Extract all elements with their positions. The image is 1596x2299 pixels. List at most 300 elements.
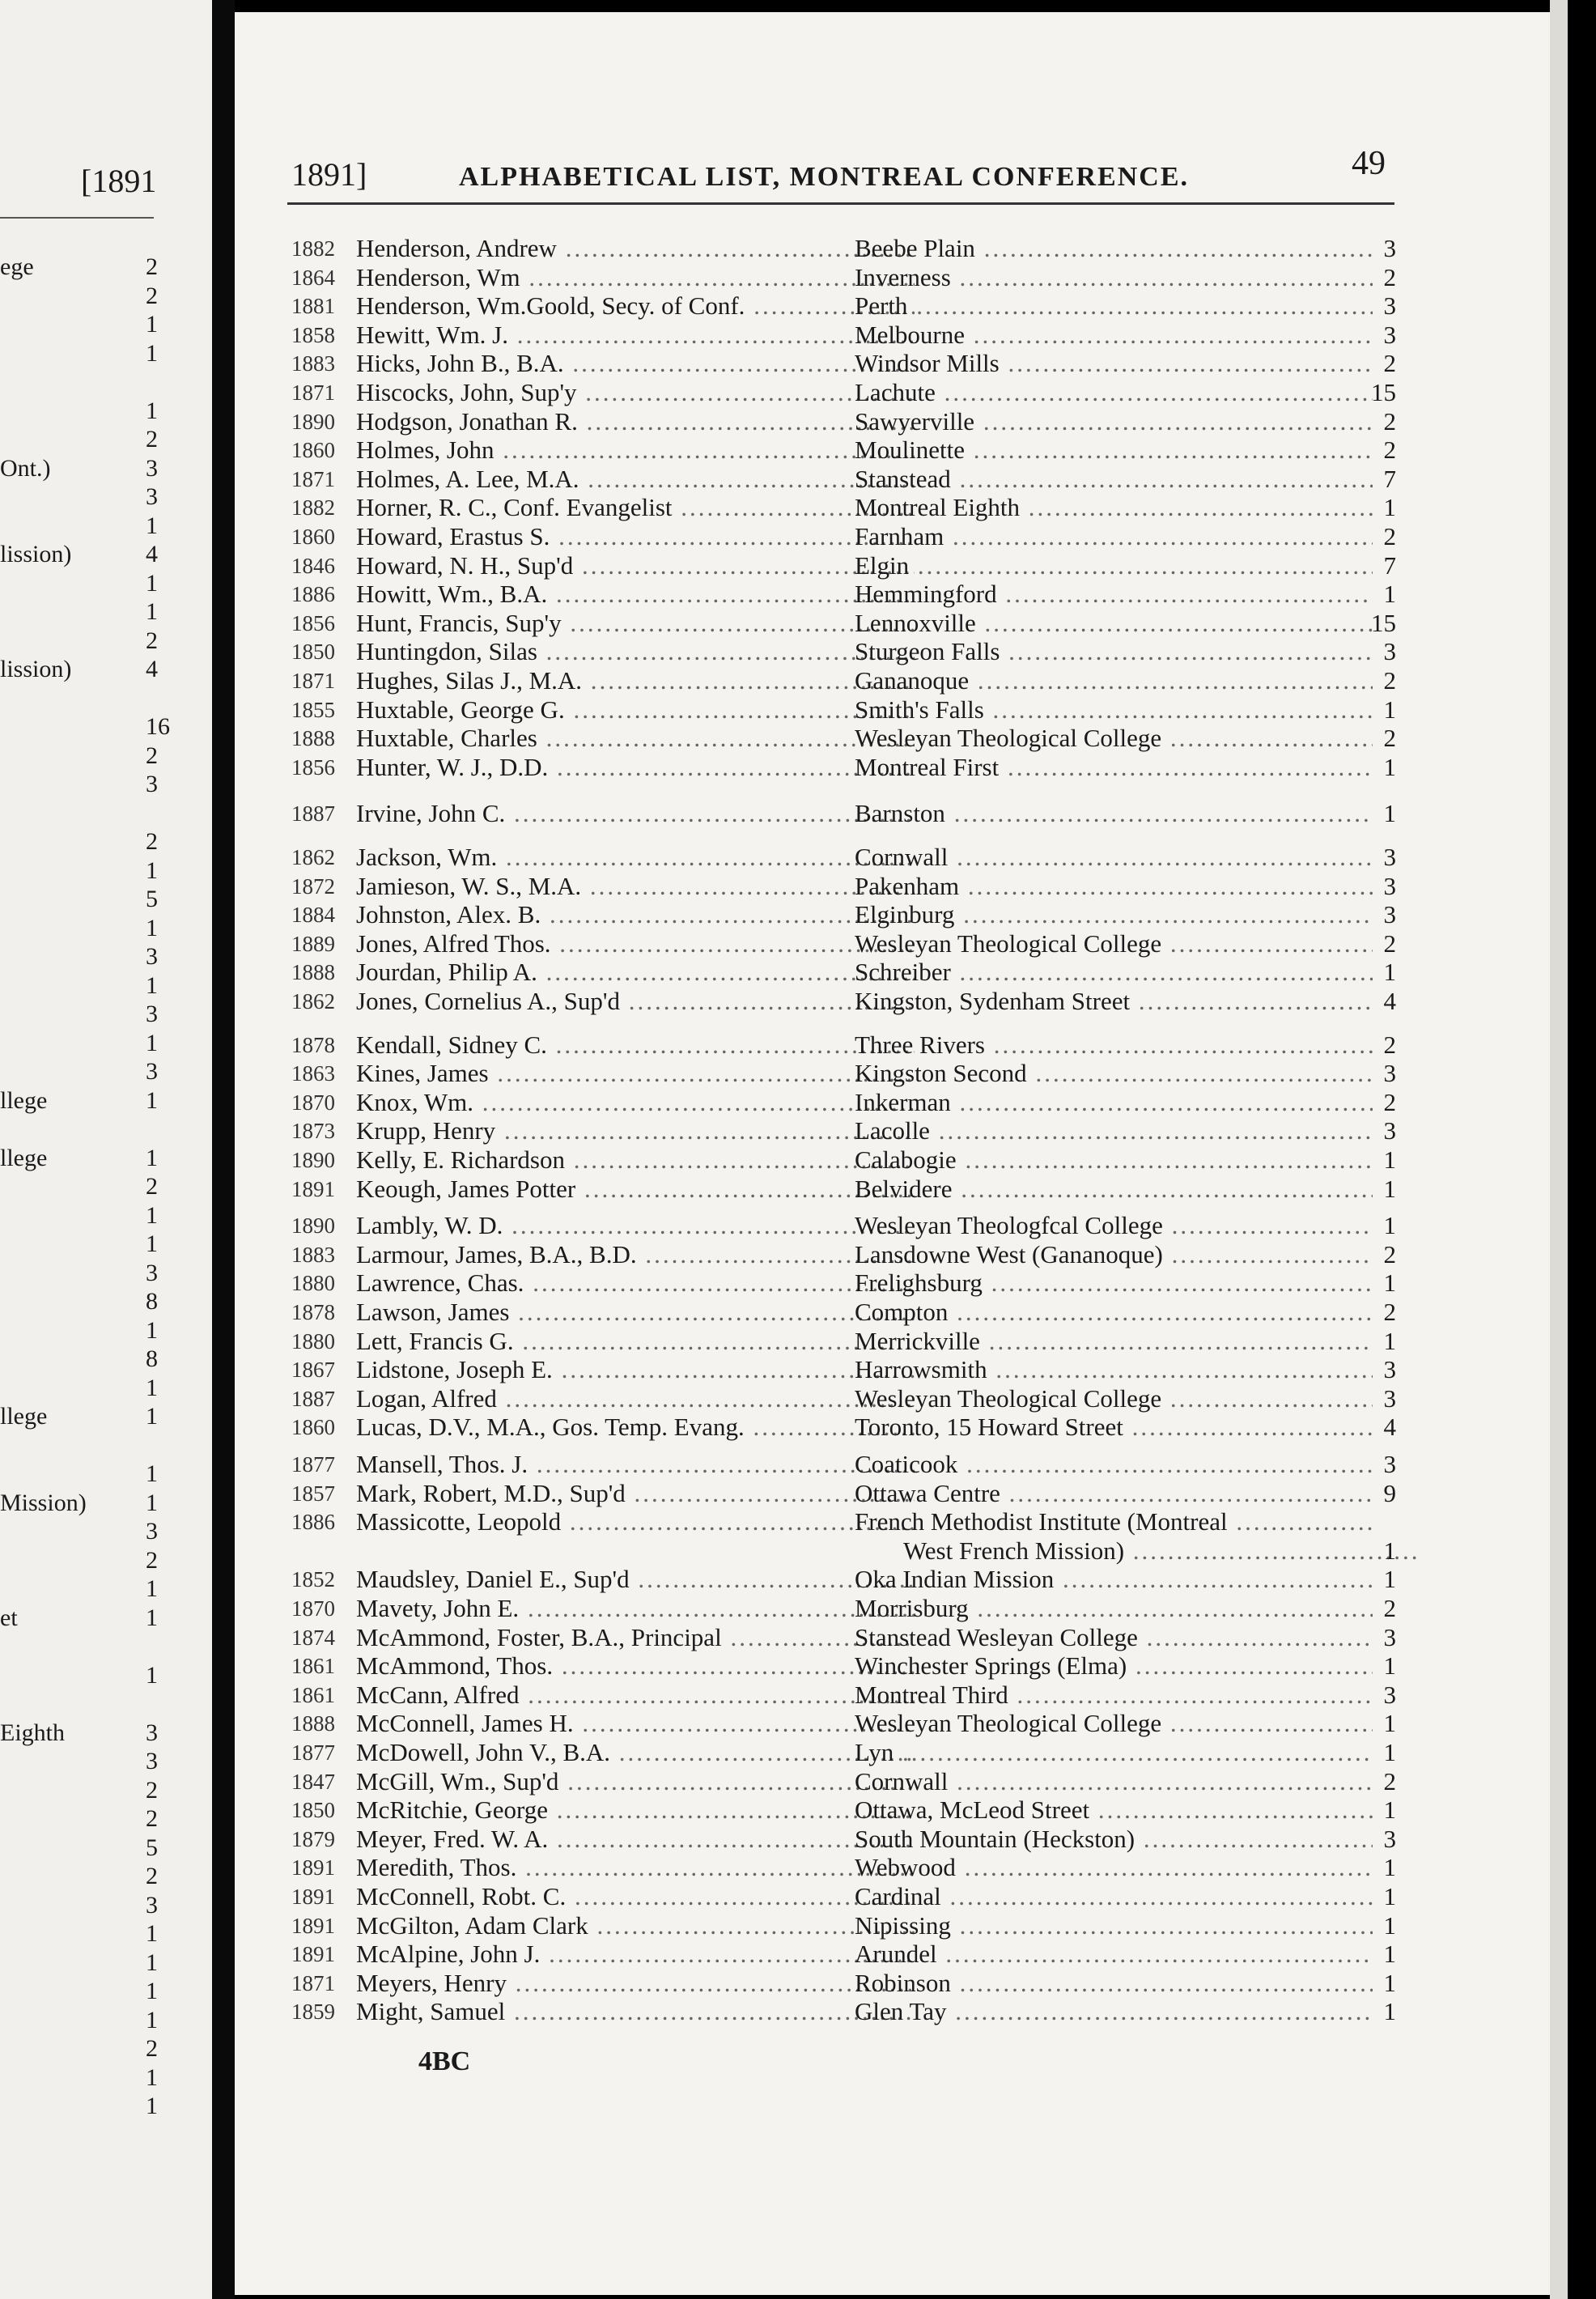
- left-page-rule: [0, 217, 154, 219]
- entry-name: Keough, James Potter .....: [356, 1175, 915, 1203]
- entry-station: Elgin .....: [855, 552, 1373, 580]
- left-page-row-count: 1: [146, 339, 158, 367]
- entry-row: [291, 1241, 1396, 1268]
- running-head-year: 1891]: [291, 156, 367, 193]
- entry-name: Lawrence, Chas. .....: [356, 1269, 915, 1297]
- entry-station: Sturgeon Falls .....: [855, 638, 1373, 665]
- left-page-row-count: 5: [146, 1834, 158, 1861]
- entry-station: Nipissing .....: [855, 1912, 1373, 1940]
- entry-years-count: 3: [1383, 1824, 1396, 1853]
- entry-name: Henderson, Wm.Goold, Secy. of Conf. .....: [356, 292, 915, 320]
- left-page-row: [0, 310, 162, 339]
- entry-station: Farnham .....: [855, 523, 1373, 550]
- entry-name: McDowell, John V., B.A. .....: [356, 1739, 915, 1766]
- entry-row: [291, 1031, 1396, 1059]
- entry-row: [291, 1480, 1396, 1507]
- entry-row: [291, 1595, 1396, 1622]
- entry-name: Mark, Robert, M.D., Sup'd .....: [356, 1480, 915, 1507]
- entry-station: Ottawa, McLeod Street .....: [855, 1796, 1373, 1824]
- left-page-row: [0, 1776, 162, 1805]
- left-page-row: [0, 1172, 162, 1201]
- left-page-row-count: 3: [146, 1518, 158, 1545]
- entry-years-count: 2: [1383, 522, 1396, 550]
- left-page-row-text: et: [0, 1604, 18, 1631]
- left-page-row: [0, 1977, 162, 2006]
- entry-station: Windsor Mills .....: [855, 350, 1373, 377]
- entry-name: Hiscocks, John, Sup'y .....: [356, 379, 915, 406]
- signature-mark: 4BC: [418, 2046, 471, 2076]
- entry-row: [291, 1681, 1396, 1709]
- entry-years-count: 7: [1383, 550, 1396, 580]
- entry-station: Wesleyan Theologfcal College .....: [855, 1212, 1373, 1239]
- entry-name: Kelly, E. Richardson .....: [356, 1146, 915, 1174]
- entry-name: Meyer, Fred. W. A. .....: [356, 1825, 915, 1853]
- entry-years-count: 1: [1383, 799, 1396, 828]
- entry-station: Melbourne .....: [855, 321, 1373, 349]
- left-page-row-count: 3: [146, 1719, 158, 1746]
- entry-station: Wesleyan Theological College .....: [855, 1385, 1373, 1413]
- entry-years-count: 15: [1371, 378, 1396, 406]
- entry-station: Merrickville .....: [855, 1328, 1373, 1355]
- left-page-row-count: 1: [146, 569, 158, 597]
- entry-years-count: 3: [1383, 1116, 1396, 1145]
- entry-row: [291, 1940, 1396, 1968]
- entry-years-count: 4: [1383, 987, 1396, 1015]
- left-page-row: [0, 655, 162, 684]
- entry-year: 1867: [291, 1358, 335, 1383]
- entry-name: Hunter, W. J., D.D. .....: [356, 754, 915, 781]
- entry-years-count: 1: [1383, 1709, 1396, 1738]
- entry-years-count: 1: [1383, 1174, 1396, 1203]
- left-page-row: [0, 1144, 162, 1173]
- entry-name: Howard, N. H., Sup'd .....: [356, 552, 915, 580]
- entry-row: [291, 800, 1396, 827]
- left-page-row: [0, 1259, 162, 1288]
- left-page-row-count: 3: [146, 1058, 158, 1085]
- entry-row: [291, 436, 1396, 464]
- entry-row: [291, 1269, 1396, 1297]
- entry-station: Ottawa Centre .....: [855, 1480, 1373, 1507]
- entry-station: South Mountain (Heckston) .....: [855, 1825, 1373, 1853]
- entry-years-count: 1: [1383, 695, 1396, 724]
- left-page-row-count: 2: [146, 1776, 158, 1804]
- left-page-row: [0, 1345, 162, 1374]
- entry-years-count: 1: [1383, 1795, 1396, 1825]
- entry-year: 1847: [291, 1769, 335, 1794]
- entry-row: [291, 350, 1396, 377]
- left-page-row: [0, 1546, 162, 1575]
- entry-row: [291, 1883, 1396, 1910]
- entry-name: Hughes, Silas J., M.A. .....: [356, 667, 915, 695]
- entry-station: Inkerman .....: [855, 1089, 1373, 1116]
- entry-station: Perth .....: [855, 292, 1373, 320]
- left-page-row-count: 2: [146, 426, 158, 453]
- entry-station: Robinson .....: [855, 1970, 1373, 1997]
- entry-year: 1864: [291, 265, 335, 290]
- entry-name: McAmmond, Thos. .....: [356, 1652, 915, 1680]
- entry-row: [291, 1652, 1396, 1680]
- left-page-row-count: 1: [146, 1230, 158, 1257]
- entry-years-count: 3: [1383, 1622, 1396, 1651]
- entry-row: [291, 494, 1396, 521]
- left-page-row-count: 1: [146, 1316, 158, 1344]
- left-page-row: [0, 742, 162, 771]
- page-number: 49: [1352, 145, 1386, 182]
- left-page-row-count: 3: [146, 943, 158, 970]
- entry-station: Schreiber .....: [855, 958, 1373, 986]
- left-page-row-count: 4: [146, 541, 158, 567]
- entry-station: Toronto, 15 Howard Street .....: [855, 1413, 1373, 1441]
- entry-row: [291, 408, 1396, 436]
- entry-station: Cornwall .....: [855, 844, 1373, 871]
- entry-name: Maudsley, Daniel E., Sup'd .....: [356, 1566, 915, 1593]
- left-page: [0, 0, 212, 2299]
- entry-station: Stanstead Wesleyan College .....: [855, 1624, 1373, 1651]
- entry-year: 1883: [291, 351, 335, 376]
- left-page-row: [0, 1431, 162, 1460]
- left-page-row: [0, 1689, 162, 1719]
- left-page-row-count: 1: [146, 2006, 158, 2033]
- entry-name: Mavety, John E. .....: [356, 1595, 915, 1622]
- entry-station: Wesleyan Theological College .....: [855, 725, 1373, 752]
- entry-row: [291, 930, 1396, 958]
- entry-years-count: 1: [1383, 1968, 1396, 1997]
- entry-station: Pakenham .....: [855, 873, 1373, 900]
- entry-station: Webwood .....: [855, 1854, 1373, 1881]
- entry-year: 1884: [291, 903, 335, 928]
- entry-station: Kingston Second .....: [855, 1060, 1373, 1087]
- left-page-row: [0, 482, 162, 512]
- entry-years-count: 1: [1383, 958, 1396, 987]
- left-page-row: [0, 627, 162, 656]
- page-edge: [1550, 0, 1568, 2299]
- left-page-row-count: 1: [146, 1460, 158, 1487]
- left-page-row: [0, 397, 162, 426]
- left-page-row-count: 2: [146, 1805, 158, 1832]
- entry-name: McRitchie, George .....: [356, 1796, 915, 1824]
- entry-year: 1877: [291, 1452, 335, 1477]
- entry-year: 1857: [291, 1481, 335, 1506]
- left-page-row-count: 2: [146, 1173, 158, 1200]
- left-page-row-count: 3: [146, 454, 158, 482]
- left-page-row: [0, 1804, 162, 1834]
- entry-station: Lachute .....: [855, 379, 1373, 406]
- entry-row: [291, 1146, 1396, 1174]
- left-page-row: [0, 1029, 162, 1058]
- entry-years-count: 3: [1383, 1059, 1396, 1088]
- left-page-row-count: 1: [146, 311, 158, 338]
- entry-year: 1861: [291, 1682, 335, 1707]
- left-page-row-count: 16: [146, 713, 170, 740]
- left-page-row-count: 1: [146, 971, 158, 999]
- entry-years-count: 4: [1383, 1413, 1396, 1442]
- entry-row: [291, 292, 1396, 320]
- left-page-row-text: ege: [0, 253, 34, 280]
- entry-row: [291, 1537, 1396, 1565]
- entry-year: 1846: [291, 553, 335, 578]
- entry-station: Coaticook .....: [855, 1451, 1373, 1478]
- entry-name: Howard, Erastus S. .....: [356, 523, 915, 550]
- entry-years-count: 1: [1383, 1882, 1396, 1910]
- entry-row: [291, 523, 1396, 550]
- entry-station: Montreal Third .....: [855, 1681, 1373, 1709]
- left-page-row-text: Mission): [0, 1489, 87, 1516]
- entry-row: [291, 1970, 1396, 1997]
- entry-years-count: 15: [1371, 608, 1396, 637]
- entry-years-count: 3: [1383, 234, 1396, 262]
- entry-station: Montreal First .....: [855, 754, 1373, 781]
- entry-row: [291, 1768, 1396, 1795]
- entry-name: Johnston, Alex. B. .....: [356, 901, 915, 929]
- entry-name: Henderson, Wm .....: [356, 264, 915, 291]
- entry-row: [291, 1624, 1396, 1651]
- left-page-row: [0, 2063, 162, 2093]
- entry-station: Gananoque .....: [855, 667, 1373, 695]
- entry-years-count: 7: [1383, 464, 1396, 493]
- left-page-row-text: llege: [0, 1403, 48, 1430]
- entry-year: 1881: [291, 294, 335, 319]
- entry-year: 1862: [291, 989, 335, 1014]
- entry-name: Kendall, Sidney C. .....: [356, 1031, 915, 1059]
- entry-station: Glen Tay .....: [855, 1998, 1373, 2025]
- left-page-row-count: 1: [146, 2063, 158, 2091]
- left-page-row: [0, 1201, 162, 1230]
- entry-row: [291, 1060, 1396, 1087]
- left-page-row-count: 3: [146, 483, 158, 510]
- entry-name: Huxtable, George G. .....: [356, 696, 915, 724]
- left-page-row: [0, 1086, 162, 1116]
- entry-year: 1871: [291, 380, 335, 405]
- entry-row: [291, 1710, 1396, 1737]
- book-gutter: [212, 0, 235, 2299]
- entry-station: Oka Indian Mission .....: [855, 1566, 1373, 1593]
- entry-years-count: 2: [1383, 1239, 1396, 1268]
- entry-station: Elginburg .....: [855, 901, 1373, 929]
- left-page-row: [0, 914, 162, 943]
- entry-year: 1856: [291, 754, 335, 780]
- entry-station: Belvidere .....: [855, 1175, 1373, 1203]
- entry-years-count: 3: [1383, 1383, 1396, 1413]
- entry-years-count: 1: [1383, 1997, 1396, 2026]
- left-page-row-count: 1: [146, 512, 158, 539]
- entry-year: 1860: [291, 525, 335, 549]
- entry-station: Morrisburg .....: [855, 1595, 1373, 1622]
- left-page-row-count: 1: [146, 1661, 158, 1689]
- entry-row: [291, 1175, 1396, 1203]
- entry-name: Horner, R. C., Conf. Evangelist .....: [356, 494, 915, 521]
- entry-row: [291, 901, 1396, 929]
- entry-name: McAmmond, Foster, B.A., Principal .....: [356, 1624, 915, 1651]
- entry-station: Kingston, Sydenham Street .....: [855, 988, 1373, 1015]
- left-page-row: [0, 1948, 162, 1978]
- entry-row: [291, 1089, 1396, 1116]
- entry-years-count: 1: [1383, 1565, 1396, 1594]
- entry-row: [291, 696, 1396, 724]
- left-page-row: [0, 1719, 162, 1748]
- entry-year: 1850: [291, 1798, 335, 1823]
- entry-name: Lawson, James .....: [356, 1298, 915, 1326]
- entry-name: Meyers, Henry .....: [356, 1970, 915, 1997]
- entry-years-count: 3: [1383, 1450, 1396, 1478]
- entry-station: Arundel .....: [855, 1940, 1373, 1968]
- entry-name: McGill, Wm., Sup'd .....: [356, 1768, 915, 1795]
- entry-row: [291, 1739, 1396, 1766]
- entry-row: [291, 1451, 1396, 1478]
- entry-year: 1891: [291, 1176, 335, 1201]
- header-rule: [287, 202, 1394, 205]
- left-page-row: [0, 1402, 162, 1431]
- entry-station: French Methodist Institute (Montreal .....: [855, 1508, 1373, 1536]
- entry-station: Lennoxville .....: [855, 610, 1373, 637]
- entry-name: Hodgson, Jonathan R. .....: [356, 408, 915, 436]
- entry-year: 1858: [291, 322, 335, 347]
- entry-station: Lansdowne West (Gananoque) .....: [855, 1241, 1373, 1268]
- left-page-row: [0, 1316, 162, 1345]
- left-page-row-count: 1: [146, 1978, 158, 2004]
- entry-station: Lacolle .....: [855, 1117, 1373, 1145]
- entry-years-count: 1: [1383, 580, 1396, 609]
- entry-years-count: 1: [1383, 1651, 1396, 1681]
- entry-year: 1888: [291, 726, 335, 751]
- entry-name: Logan, Alfred .....: [356, 1385, 915, 1413]
- left-page-row-count: 1: [146, 1489, 158, 1516]
- entry-year: 1891: [291, 1885, 335, 1909]
- entry-year: 1890: [291, 409, 335, 434]
- left-page-row-count: 2: [146, 1546, 158, 1574]
- left-page-row: [0, 856, 162, 886]
- entry-name: Meredith, Thos. .....: [356, 1854, 915, 1881]
- left-page-row-count: 3: [146, 771, 158, 797]
- entry-row: [291, 844, 1396, 871]
- entry-station: Lyn .....: [855, 1739, 1373, 1766]
- entry-year: 1861: [291, 1654, 335, 1679]
- entry-station: Barnston .....: [855, 800, 1373, 827]
- left-page-row-count: 1: [146, 1144, 158, 1171]
- entry-year: 1891: [291, 1855, 335, 1880]
- left-page-row-count: 2: [146, 282, 158, 309]
- left-page-row-count: 2: [146, 742, 158, 769]
- entry-name: Hicks, John B., B.A. .....: [356, 350, 915, 377]
- left-page-row-count: 1: [146, 1948, 158, 1976]
- left-page-row-count: 1: [146, 1403, 158, 1430]
- left-page-row-count: 2: [146, 253, 158, 280]
- entry-years-count: 3: [1383, 871, 1396, 900]
- entry-name: Massicotte, Leopold .....: [356, 1508, 915, 1536]
- left-page-row-count: 2: [146, 627, 158, 654]
- entry-name: Holmes, John .....: [356, 436, 915, 464]
- entry-station: West French Mission) .....: [903, 1537, 1421, 1565]
- entry-name: Jones, Alfred Thos. .....: [356, 930, 915, 958]
- left-page-row: [0, 1489, 162, 1518]
- left-page-row: [0, 512, 162, 541]
- entry-row: [291, 235, 1396, 262]
- entry-row: [291, 1328, 1396, 1355]
- left-page-row: [0, 368, 162, 397]
- entry-year: 1886: [291, 1510, 335, 1535]
- entry-station: Wesleyan Theological College .....: [855, 930, 1373, 958]
- entry-name: Krupp, Henry .....: [356, 1117, 915, 1145]
- left-page-row: [0, 1891, 162, 1920]
- entry-years-count: 2: [1383, 406, 1396, 436]
- left-page-row: [0, 1000, 162, 1029]
- entry-years-count: 2: [1383, 436, 1396, 465]
- entry-station: Frelighsburg .....: [855, 1269, 1373, 1297]
- left-page-row: [0, 425, 162, 454]
- entry-years-count: 2: [1383, 1594, 1396, 1622]
- entry-row: [291, 552, 1396, 580]
- entry-year: 1878: [291, 1300, 335, 1324]
- entry-years-count: 1: [1383, 1738, 1396, 1766]
- left-page-row: [0, 1834, 162, 1863]
- left-page-row-count: 1: [146, 2093, 158, 2119]
- entry-station: Stanstead .....: [855, 465, 1373, 493]
- entry-name: Knox, Wm. .....: [356, 1089, 915, 1116]
- left-page-row-text: lission): [0, 541, 72, 567]
- left-page-row-count: 4: [146, 656, 158, 682]
- left-page-row-count: 2: [146, 2035, 158, 2062]
- entry-row: [291, 1912, 1396, 1940]
- left-page-row: [0, 253, 162, 282]
- entry-year: 1887: [291, 801, 335, 827]
- entry-name: McCann, Alfred .....: [356, 1681, 915, 1709]
- entry-year: 1859: [291, 1999, 335, 2025]
- entry-name: Huxtable, Charles .....: [356, 725, 915, 752]
- left-page-row-count: 1: [146, 856, 158, 884]
- entry-years-count: 2: [1383, 262, 1396, 291]
- entry-year: 1860: [291, 438, 335, 463]
- entry-year: 1891: [291, 1913, 335, 1938]
- entry-year: 1877: [291, 1740, 335, 1765]
- left-page-row: [0, 1460, 162, 1489]
- entry-row: [291, 610, 1396, 637]
- entry-station: Wesleyan Theological College .....: [855, 1710, 1373, 1737]
- entry-name: Howitt, Wm., B.A. .....: [356, 580, 915, 608]
- left-page-row: [0, 712, 170, 742]
- entry-station: Cardinal .....: [855, 1883, 1373, 1910]
- entry-year: 1870: [291, 1090, 335, 1115]
- entry-year: 1872: [291, 873, 335, 899]
- entry-row: [291, 1825, 1396, 1853]
- entry-year: 1880: [291, 1328, 335, 1353]
- entry-years-count: 2: [1383, 666, 1396, 695]
- entry-years-count: 2: [1383, 1298, 1396, 1326]
- entry-name: McGilton, Adam Clark .....: [356, 1912, 915, 1940]
- entry-row: [291, 580, 1396, 608]
- left-page-row-count: 1: [146, 1029, 158, 1056]
- entry-year: 1871: [291, 1970, 335, 1995]
- entry-year: 1855: [291, 697, 335, 722]
- entry-row: [291, 1566, 1396, 1593]
- left-page-row: [0, 799, 162, 828]
- entry-years-count: 1: [1383, 1853, 1396, 1882]
- entry-years-count: 1: [1383, 1536, 1396, 1565]
- entry-year: 1890: [291, 1213, 335, 1239]
- left-page-row: [0, 569, 162, 598]
- entry-years-count: 1: [1383, 1940, 1396, 1969]
- left-page-row-count: 5: [146, 886, 158, 912]
- entry-station: Smith's Falls .....: [855, 696, 1373, 724]
- entry-year: 1888: [291, 1711, 335, 1736]
- entry-station: Beebe Plain .....: [855, 235, 1373, 262]
- entry-years-count: 1: [1383, 1211, 1396, 1240]
- entry-row: [291, 1117, 1396, 1145]
- entry-years-count: 3: [1383, 291, 1396, 321]
- left-page-row-count: 1: [146, 397, 158, 424]
- entry-station: Compton .....: [855, 1298, 1373, 1326]
- left-page-row: [0, 1057, 162, 1086]
- left-page-row-count: 3: [146, 1001, 158, 1027]
- entry-station: Three Rivers .....: [855, 1031, 1373, 1059]
